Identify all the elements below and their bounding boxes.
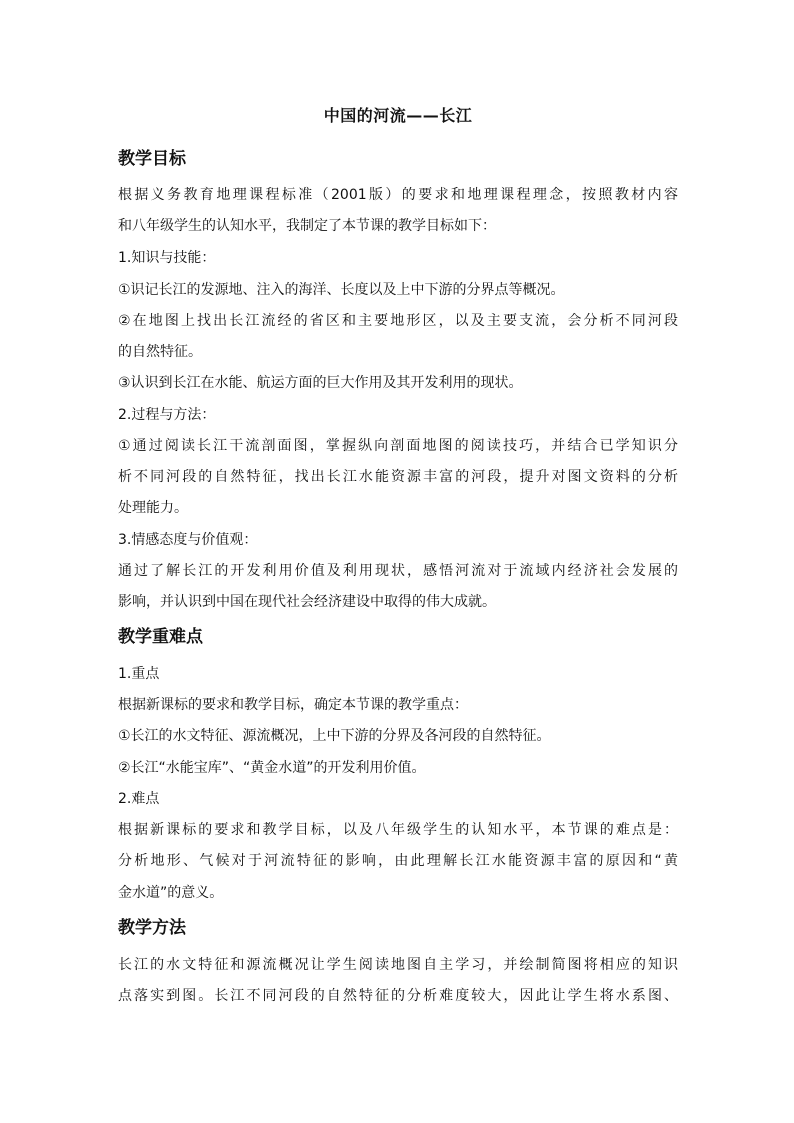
paragraph-line: 3.情感态度与价值观： (118, 532, 258, 548)
paragraph-line: 2.过程与方法： (118, 407, 216, 423)
paragraph-line: 根据新课标的要求和教学目标，确定本节课的教学重点： (118, 697, 468, 713)
paragraph-line: 处理能力。 (118, 500, 188, 516)
paragraph-line: 析不同河段的自然特征，找出长江水能资源丰富的河段，提升对图文资料的分析 (118, 469, 678, 485)
paragraph-line: ①识记长江的发源地、注入的海洋、长度以及上中下游的分界点等概况。 (118, 282, 565, 298)
paragraph-line: 的自然特征。 (118, 344, 202, 360)
paragraph-line: 长江的水文特征和源流概况让学生阅读地图自主学习，并绘制简图将相应的知识 (118, 957, 678, 973)
paragraph-line: ①长江的水文特征、源流概况，上中下游的分界及各河段的自然特征。 (118, 728, 551, 744)
section-heading-objectives: 教学目标 (118, 149, 186, 169)
paragraph-line: 根据新课标的要求和教学目标，以及八年级学生的认知水平，本节课的难点是： (118, 822, 678, 838)
paragraph-line: 影响，并认识到中国在现代社会经济建设中取得的伟大成就。 (118, 594, 496, 610)
paragraph-line: ②长江“水能宝库”、“黄金水道”的开发利用价值。 (118, 760, 426, 776)
paragraph-line: 点落实到图。长江不同河段的自然特征的分析难度较大，因此让学生将水系图、 (118, 988, 678, 1004)
paragraph-line: 和八年级学生的认知水平，我制定了本节课的教学目标如下： (118, 218, 496, 234)
paragraph-line: 金水道”的意义。 (118, 885, 224, 901)
paragraph-line: 1.重点 (118, 666, 160, 682)
paragraph-line: ①通过阅读长江干流剖面图，掌握纵向剖面地图的阅读技巧，并结合已学知识分 (118, 438, 678, 454)
paragraph-line: ③认识到长江在水能、航运方面的巨大作用及其开发利用的现状。 (118, 375, 523, 391)
paragraph-line: 分析地形、气候对于河流特征的影响，由此理解长江水能资源丰富的原因和“黄 (118, 853, 678, 869)
paragraph-line: 通过了解长江的开发利用价值及利用现状，感悟河流对于流域内经济社会发展的 (118, 563, 678, 579)
document-title: 中国的河流——长江 (323, 106, 473, 125)
section-heading-key-points: 教学重难点 (118, 627, 203, 647)
paragraph-line: 1.知识与技能： (118, 250, 216, 266)
paragraph-line: 根据义务教育地理课程标准（2001版）的要求和地理课程理念，按照教材内容 (118, 187, 678, 203)
section-heading-methods: 教学方法 (118, 918, 186, 938)
paragraph-line: 2.难点 (118, 791, 160, 807)
paragraph-line: ②在地图上找出长江流经的省区和主要地形区，以及主要支流，会分析不同河段 (118, 313, 678, 329)
